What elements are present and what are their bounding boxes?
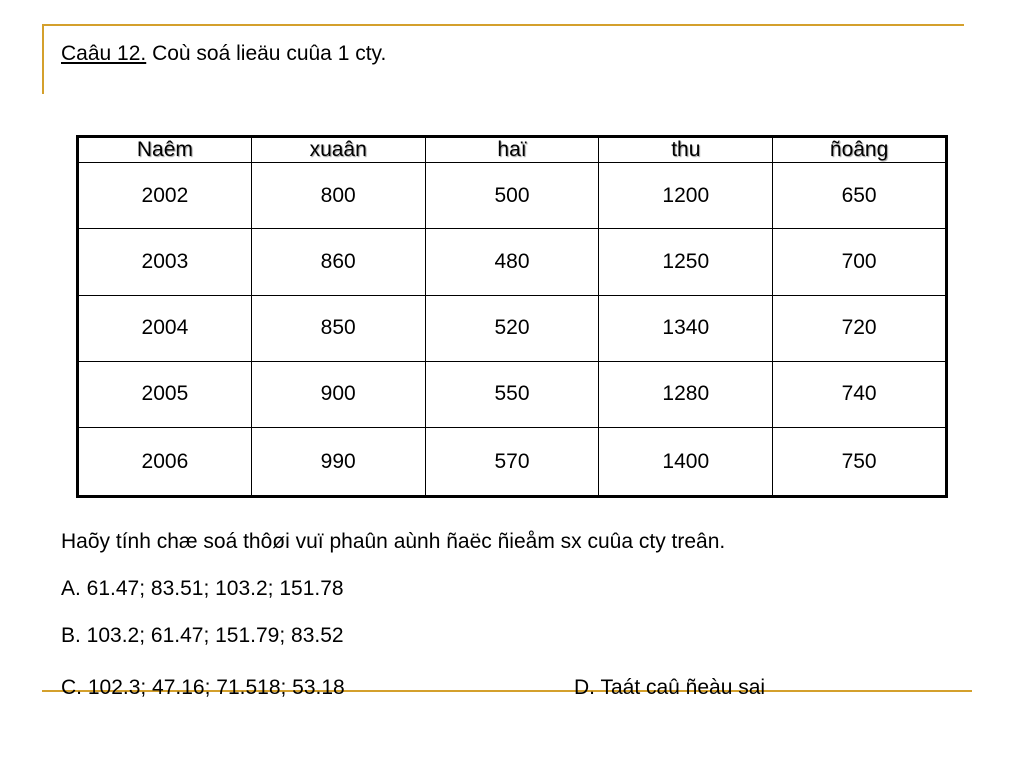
table-cell: 740 [773, 361, 947, 427]
option-d[interactable]: D. Taát caû ñeàu sai [574, 676, 766, 699]
table-cell: 860 [251, 229, 425, 295]
table-cell: 720 [773, 295, 947, 361]
table-cell: 990 [251, 428, 425, 497]
table-cell: 900 [251, 361, 425, 427]
table-cell: 1400 [599, 428, 773, 497]
table-cell: 570 [425, 428, 599, 497]
table-cell: 650 [773, 163, 947, 229]
table-row [78, 361, 947, 427]
table-cell: 1200 [599, 163, 773, 229]
table-cell: 700 [773, 229, 947, 295]
table-cell: 2005 [78, 361, 252, 427]
option-c[interactable]: C. 102.3; 47.16; 71.518; 53.18 [61, 676, 345, 699]
table-row [78, 428, 947, 497]
table-cell: 1340 [599, 295, 773, 361]
header-spring: xuaân [251, 137, 425, 163]
table-cell: 2004 [78, 295, 252, 361]
table-cell: 750 [773, 428, 947, 497]
question-title [61, 42, 386, 66]
instruction-text: Haõy tính chæ soá thôøi vuï phaûn aùnh ñaëc ñieåm sx cuûa cty treân. [61, 530, 726, 553]
table-cell: 550 [425, 361, 599, 427]
header-year: Naêm [78, 137, 252, 163]
data-table [76, 135, 948, 498]
table-cell: 800 [251, 163, 425, 229]
table-cell: 500 [425, 163, 599, 229]
table-cell: 1280 [599, 361, 773, 427]
table-cell: 2006 [78, 428, 252, 497]
table-cell: 850 [251, 295, 425, 361]
table-row [78, 295, 947, 361]
top-accent-rule [42, 24, 964, 26]
header-summer: haï [425, 137, 599, 163]
table-cell: 520 [425, 295, 599, 361]
option-b[interactable]: B. 103.2; 61.47; 151.79; 83.52 [61, 624, 344, 647]
table-row [78, 229, 947, 295]
question-text: Coù soá lieäu cuûa 1 cty. [146, 42, 387, 65]
table-header-row [78, 137, 947, 163]
question-number: Caâu 12. [61, 42, 147, 65]
table-cell: 1250 [599, 229, 773, 295]
table-cell: 2002 [78, 163, 252, 229]
left-accent-rule [42, 24, 44, 94]
option-a[interactable]: A. 61.47; 83.51; 103.2; 151.78 [61, 577, 344, 600]
table-row [78, 163, 947, 229]
table-cell: 480 [425, 229, 599, 295]
header-autumn: thu [599, 137, 773, 163]
header-winter: ñoâng [773, 137, 947, 163]
table-cell: 2003 [78, 229, 252, 295]
